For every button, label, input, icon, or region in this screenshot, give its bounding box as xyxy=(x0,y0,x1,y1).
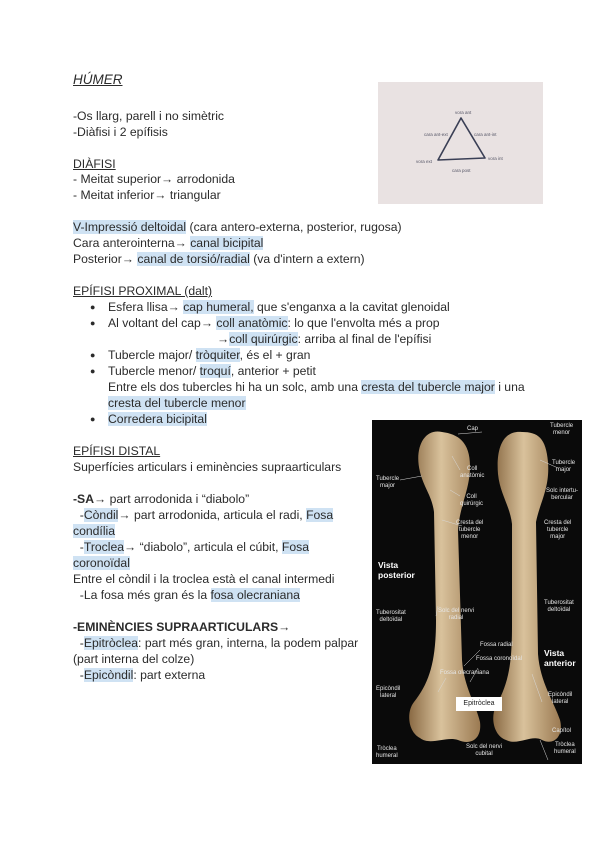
diafisi-inferior: - Meitat inferior→ triangular xyxy=(73,188,221,202)
photo-label-troclea-anterior: Tròclea humeral xyxy=(554,742,576,755)
humerus-photo xyxy=(372,420,582,764)
highlight: tròquiter xyxy=(195,348,240,362)
diafisi-cara-anterointerna: Cara anterointerna→ canal bicipital xyxy=(73,236,264,250)
highlight: cresta del tubercle menor xyxy=(108,396,246,410)
distal-fosa-olecraniana: -La fosa més gran és la fosa olecraniana xyxy=(73,588,300,602)
photo-label-epicondil-posterior: Epicòndil lateral xyxy=(376,686,401,699)
sketch-label: vora ant xyxy=(455,110,472,115)
sketch-label: vora int xyxy=(488,156,503,161)
highlight: Epicòndil xyxy=(83,668,134,682)
distal-canal-intermedi: Entre el còndil i la troclea està el canal intermedi xyxy=(73,572,335,586)
triangle-sketch-icon xyxy=(378,82,543,204)
sketch-label: cara ant-ext xyxy=(424,132,448,137)
highlight: Fosa xyxy=(281,540,309,554)
photo-label-cresta-menor: Cresta del tubercle menor xyxy=(456,520,484,540)
highlight: condília xyxy=(73,524,116,538)
photo-label-solc-intertubercular: Solc intertu- bercular xyxy=(546,488,579,501)
diafisi-posterior: Posterior→ canal de torsió/radial (va d'intern a extern) xyxy=(73,252,365,266)
proximal-item-corredera xyxy=(108,411,207,427)
highlight: Còndil xyxy=(83,508,119,522)
sketch-label: vora ext xyxy=(416,159,433,164)
epitroclea-label-box: Epitròclea xyxy=(456,697,502,711)
highlight: V-Impressió deltoidal xyxy=(73,220,187,234)
proximal-item-tubercle-menor: Tubercle menor/ troquí, anterior + petit xyxy=(108,364,316,378)
distal-condil-cont xyxy=(73,523,115,539)
distal-troclea-cont xyxy=(73,555,130,571)
photo-label-capitol: Capítol xyxy=(552,728,572,734)
highlight: Epitròclea xyxy=(83,636,139,650)
photo-label-epicondil-anterior: Epicòndil lateral xyxy=(548,692,573,705)
photo-label-troclea-posterior: Tròclea humeral xyxy=(376,746,398,759)
diafisi-superior: - Meitat superior→ arrodonida xyxy=(73,172,235,186)
photo-label-fossa-olecraniana: Fossa olecraniana xyxy=(440,670,490,676)
distal-troclea: -Troclea→ “diabolo”, articula el cúbit, Fosa xyxy=(73,540,309,554)
highlight: canal bicipital xyxy=(190,236,264,250)
proximal-item-cresta-menor xyxy=(108,395,246,411)
diafisi-impressio-deltoidal: V-Impressió deltoidal (cara antero-externa, posterior, rugosa) xyxy=(73,220,402,234)
distal-condil: -Còndil→ part arrodonida, articula el radi, Fosa xyxy=(73,508,334,522)
photo-label-solc-nervi-radial: Solc del nervi radial xyxy=(438,608,475,621)
distal-epicondil: -Epicòndil: part externa xyxy=(73,668,206,682)
photo-label-fossa-radial: Fossa radial xyxy=(480,642,513,648)
highlight: coronoïdal xyxy=(73,556,130,570)
photo-label-fossa-coronoidal: Fossa coronoïdal xyxy=(476,656,523,662)
proximal-item-tubercle-major: Tubercle major/ tròquiter, és el + gran xyxy=(108,348,311,362)
highlight: Corredera bicipital xyxy=(108,412,207,426)
photo-label-coll-anatomic: Coll anatòmic xyxy=(460,466,485,479)
vista-posterior-label: Vista posterior xyxy=(378,560,415,580)
sketch-label: cara ant-int xyxy=(474,132,497,137)
photo-label-solc-nervi-cubital: Solc del nervi cubital xyxy=(466,744,503,757)
highlight: Troclea xyxy=(83,540,125,554)
highlight: cresta del tubercle major xyxy=(361,380,495,394)
highlight: troquí xyxy=(199,364,231,378)
bullet-icon: ● xyxy=(90,318,96,328)
distal-epitroclea-cont: (part interna del colze) xyxy=(73,652,195,666)
diafisi-heading: DIÀFISI xyxy=(73,157,116,171)
photo-label-cap: Cap xyxy=(467,426,479,432)
photo-label-tubercle-major-posterior: Tubercle major xyxy=(376,476,400,489)
bullet-icon: ● xyxy=(90,350,96,360)
distal-heading: EPÍFISI DISTAL xyxy=(73,444,161,458)
proximal-item-coll-quirurgic: →coll quirúrgic: arriba al final de l'epífisi xyxy=(217,332,432,346)
vista-anterior-label: Vista anterior xyxy=(544,648,576,668)
sketch-label: cara post xyxy=(452,168,471,173)
proximal-item-coll-anatomic: Al voltant del cap→ coll anatòmic: lo que l'envolta més a prop xyxy=(108,316,440,330)
distal-subtitle: Superfícies articulars i eminències supraarticulars xyxy=(73,460,342,474)
distal-eminencies: -EMINÈNCIES SUPRAARTICULARS→ xyxy=(73,620,291,634)
proximal-heading: EPÍFISI PROXIMAL (dalt) xyxy=(73,284,213,298)
intro-line-2: -Diàfisi i 2 epífisis xyxy=(73,125,168,139)
triangle-sketch-image xyxy=(378,82,543,204)
bullet-icon: ● xyxy=(90,366,96,376)
intro-line-1: -Os llarg, parell i no simètric xyxy=(73,109,225,123)
highlight: coll anatòmic xyxy=(216,316,288,330)
bullet-icon: ● xyxy=(90,302,96,312)
highlight: cap humeral, xyxy=(183,300,254,314)
page-title: HÚMER xyxy=(73,72,123,87)
photo-label-coll-quirurgic: Coll quirúrgic xyxy=(460,494,484,507)
proximal-item-solc: Entre els dos tubercles hi ha un solc, amb una cresta del tubercle major i una xyxy=(108,380,525,394)
highlight: fosa olecraniana xyxy=(210,588,300,602)
photo-label-tuberositat-deltoidal-anterior: Tuberositat deltoïdal xyxy=(544,600,574,613)
distal-sa: -SA→ part arrodonida i “diabolo” xyxy=(73,492,250,506)
highlight: coll quirúrgic xyxy=(229,332,298,346)
photo-label-cresta-major: Cresta del tubercle major xyxy=(544,520,572,540)
highlight: canal de torsió/radial xyxy=(137,252,250,266)
photo-label-tuberositat-deltoidal-posterior: Tuberositat deltoïdal xyxy=(376,610,406,623)
bullet-icon: ● xyxy=(90,414,96,424)
proximal-item-cap: Esfera llisa→ cap humeral, que s'enganxa a la cavitat glenoidal xyxy=(108,300,450,314)
photo-label-tubercle-menor: Tubercle menor xyxy=(550,423,574,436)
photo-label-tubercle-major-anterior: Tubercle major xyxy=(552,460,576,473)
highlight: Fosa xyxy=(306,508,334,522)
distal-epitroclea: -Epitròclea: part més gran, interna, la podem palpar xyxy=(73,636,359,650)
